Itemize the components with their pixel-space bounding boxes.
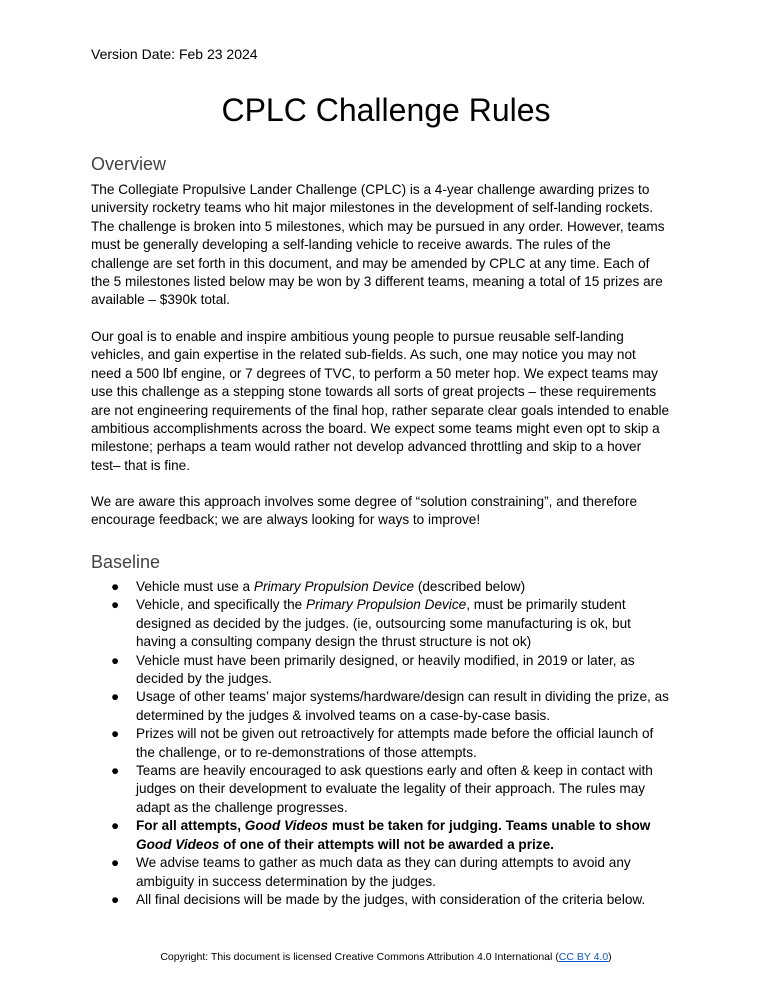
rule-text: Usage of other teams’ major systems/hardware/design can result in dividing the prize, as [136, 689, 669, 705]
version-date: Version Date: Feb 23 2024 [91, 46, 258, 62]
bullet-icon: ● [111, 652, 120, 668]
list-item [91, 652, 691, 689]
rule-text: We advise teams to gather as much data as they can during attempts to avoid any [136, 855, 631, 871]
text-line: The challenge is broken into 5 milestones, which may be pursued in any order. However, teams [91, 218, 665, 234]
copyright-text: ) [608, 951, 612, 963]
rule-text: ambiguity in success determination by the judges. [136, 873, 436, 889]
bullet-icon: ● [111, 818, 120, 834]
list-item [91, 891, 691, 909]
list-item [91, 578, 691, 596]
bullet-icon: ● [111, 855, 120, 871]
rule-text: designed as decided by the judges. (ie, outsourcing some manufacturing is ok, but [136, 615, 631, 631]
baseline-rules-list [91, 578, 691, 909]
list-item [91, 596, 691, 651]
rule-text: of one of their attempts will not be awarded a prize. [219, 836, 554, 852]
text-line: The Collegiate Propulsive Lander Challenge (CPLC) is a 4-year challenge awarding prizes to [91, 182, 650, 197]
rule-text: (described below) [414, 579, 526, 594]
list-item [91, 762, 691, 817]
license-link[interactable]: CC BY 4.0 [558, 951, 609, 963]
text-line: ambitious accomplishments across the board. We expect some teams might even opt to skip a [91, 421, 660, 437]
text-line: milestone; perhaps a team would rather not develop advanced throttling and skip to a hover [91, 439, 642, 455]
rule-text: Teams are heavily encouraged to ask questions early and often & keep in contact with [136, 763, 653, 779]
overview-paragraph-1 [91, 181, 687, 310]
bullet-icon: ● [111, 891, 120, 907]
bullet-icon: ● [111, 763, 120, 779]
text-line: encourage feedback; we are always looking for ways to improve! [91, 512, 481, 528]
rule-text: Vehicle must use a [136, 579, 254, 594]
text-line: available – $390k total. [91, 292, 231, 308]
text-line: use this challenge as a stepping stone towards all sorts of great projects – these requirements [91, 384, 657, 400]
text-line: We are aware this approach involves some degree of “solution constraining”, and therefore [91, 494, 638, 509]
rule-text: For all attempts, [136, 818, 245, 834]
overview-paragraph-3 [91, 493, 687, 530]
rule-term: Primary Propulsion Device [306, 597, 467, 613]
list-item [91, 854, 691, 891]
rule-text: decided by the judges. [136, 671, 273, 687]
rule-text: having a consulting company design the thrust structure is not ok) [136, 634, 532, 650]
rule-text: must be taken for judging. Teams unable to show [328, 818, 651, 834]
rule-term: Primary Propulsion Device [253, 579, 415, 594]
text-line: university rocketry teams who hit major milestones in the development of self-landing rockets. [91, 200, 654, 216]
rule-term: Good Videos [244, 818, 329, 834]
page-title: CPLC Challenge Rules [221, 92, 551, 128]
overview-heading: Overview [91, 154, 167, 174]
rule-text: the challenge, or to re-demonstrations of those attempts. [136, 744, 477, 760]
bullet-icon: ● [111, 597, 120, 613]
copyright-footer [0, 950, 772, 964]
rule-text: judges on their development to evaluate the legality of their approach. The rules may [136, 781, 646, 797]
text-line: need a 500 lbf engine, or 7 degrees of TVC, to perform a 50 meter hop. We expect teams may [91, 365, 658, 381]
rule-term: Good Videos [136, 836, 220, 852]
bullet-icon: ● [111, 579, 120, 594]
text-line: Our goal is to enable and inspire ambitious young people to pursue reusable self-landing [91, 329, 624, 344]
text-line: the 5 milestones listed below may be won by 3 different teams, meaning a total of 15 prizes are [91, 274, 663, 290]
text-line: must be generally developing a self-landing vehicle to receive awards. The rules of the [91, 237, 611, 253]
bullet-icon: ● [111, 726, 120, 742]
rule-text: , must be primarily student [466, 597, 626, 613]
text-line: challenge are set forth in this document, and may be amended by CPLC at any time. Each of [91, 255, 650, 271]
rule-text: Prizes will not be given out retroactively for attempts made before the official launch of [136, 726, 654, 742]
rule-text: adapt as the challenge progresses. [136, 799, 348, 815]
list-item [91, 688, 691, 725]
rule-text: Vehicle, and specifically the [136, 597, 307, 613]
text-line: vehicles, and gain expertise in the related sub-fields. As such, one may notice you may not [91, 347, 636, 363]
baseline-heading: Baseline [91, 552, 161, 572]
rule-text: Vehicle must have been primarily designed, or heavily modified, in 2019 or later, as [136, 652, 635, 668]
copyright-text: Copyright: This document is licensed Creative Commons Attribution 4.0 International ( [160, 951, 559, 963]
rule-text: All final decisions will be made by the judges, with consideration of the criteria below. [136, 891, 646, 907]
bullet-icon: ● [111, 689, 120, 705]
overview-paragraph-2 [91, 328, 687, 475]
list-item [91, 817, 691, 854]
rule-text: determined by the judges & involved teams on a case-by-case basis. [136, 707, 551, 723]
text-line: are not engineering requirements of the final hop, rather separate clear goals intended to enable [91, 402, 670, 418]
text-line: test– that is fine. [91, 457, 190, 473]
list-item [91, 725, 691, 762]
